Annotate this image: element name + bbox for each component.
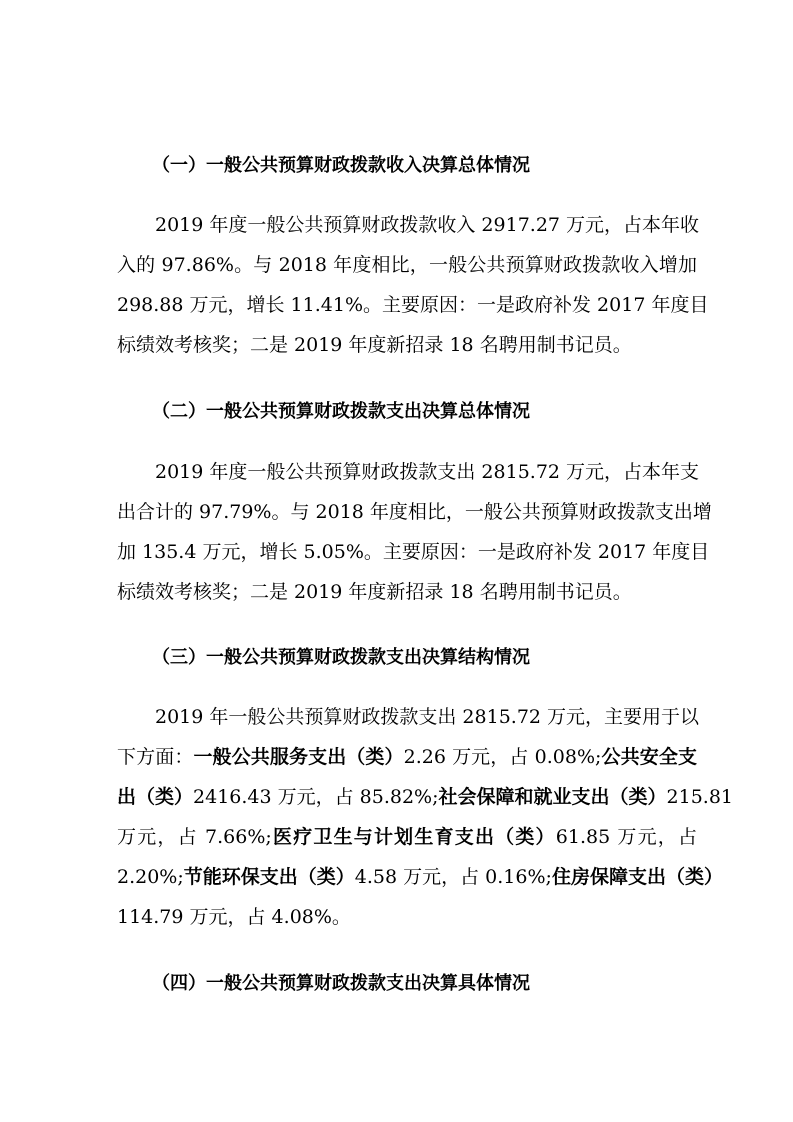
text-line xyxy=(117,777,734,817)
text-line xyxy=(117,817,697,857)
text-line xyxy=(117,857,723,897)
paragraph-structure xyxy=(117,697,734,937)
text-line: 2019 年度一般公共预算财政拨款支出 2815.72 万元，占本年支 xyxy=(155,461,700,483)
text-line: 标绩效考核奖；二是 2019 年度新招录 18 名聘用制书记员。 xyxy=(117,581,632,603)
paragraph-expenditure xyxy=(117,452,712,612)
section-heading-4: （四）一般公共预算财政拨款支出决算具体情况 xyxy=(152,973,530,994)
text-segment: 2.20%; xyxy=(117,866,184,888)
text-segment: 万元，占 7.66%; xyxy=(117,826,272,848)
paragraph-revenue xyxy=(117,205,709,365)
text-line: 2019 年度一般公共预算财政拨款收入 2917.27 万元，占本年收 xyxy=(155,214,700,236)
text-segment: 215.81 xyxy=(666,786,734,808)
text-segment: 2416.43 万元，占 85.82%; xyxy=(193,786,439,808)
category-label: 公共安全支 xyxy=(601,746,697,768)
text-segment: 4.58 万元，占 0.16%; xyxy=(354,866,552,888)
text-line: 加 135.4 万元，增长 5.05%。主要原因：一是政府补发 2017 年度目 xyxy=(117,541,710,563)
text-line: 114.79 万元，占 4.08%。 xyxy=(117,906,351,928)
text-segment: 下方面： xyxy=(117,746,194,768)
category-label: 医疗卫生与计划生育支出（类） xyxy=(271,826,556,848)
section-heading-1: （一）一般公共预算财政拨款收入决算总体情况 xyxy=(152,155,530,176)
category-label: 社会保障和就业支出（类） xyxy=(438,786,667,808)
text-segment: 2.26 万元，占 0.08%; xyxy=(403,746,602,768)
section-heading-3: （三）一般公共预算财政拨款支出决算结构情况 xyxy=(152,647,530,668)
category-label: 节能环保支出（类） xyxy=(183,866,355,888)
text-line: 298.88 万元，增长 11.41%。主要原因：一是政府补发 2017 年度目 xyxy=(117,294,709,316)
text-line: 标绩效考核奖；二是 2019 年度新招录 18 名聘用制书记员。 xyxy=(117,334,632,356)
section-heading-2: （二）一般公共预算财政拨款支出决算总体情况 xyxy=(152,401,530,422)
category-label: 一般公共服务支出（类） xyxy=(193,746,404,768)
text-segment: 61.85 万元，占 xyxy=(555,826,697,848)
text-line: 出合计的 97.79%。与 2018 年度相比，一般公共预算财政拨款支出增 xyxy=(117,501,712,523)
text-line: 2019 年一般公共预算财政拨款支出 2815.72 万元，主要用于以 xyxy=(155,706,700,728)
text-line: 入的 97.86%。与 2018 年度相比，一般公共预算财政拨款收入增加 xyxy=(117,254,697,276)
category-label: 出（类） xyxy=(117,786,194,808)
category-label: 住房保障支出（类） xyxy=(551,866,723,888)
text-line xyxy=(117,737,697,777)
